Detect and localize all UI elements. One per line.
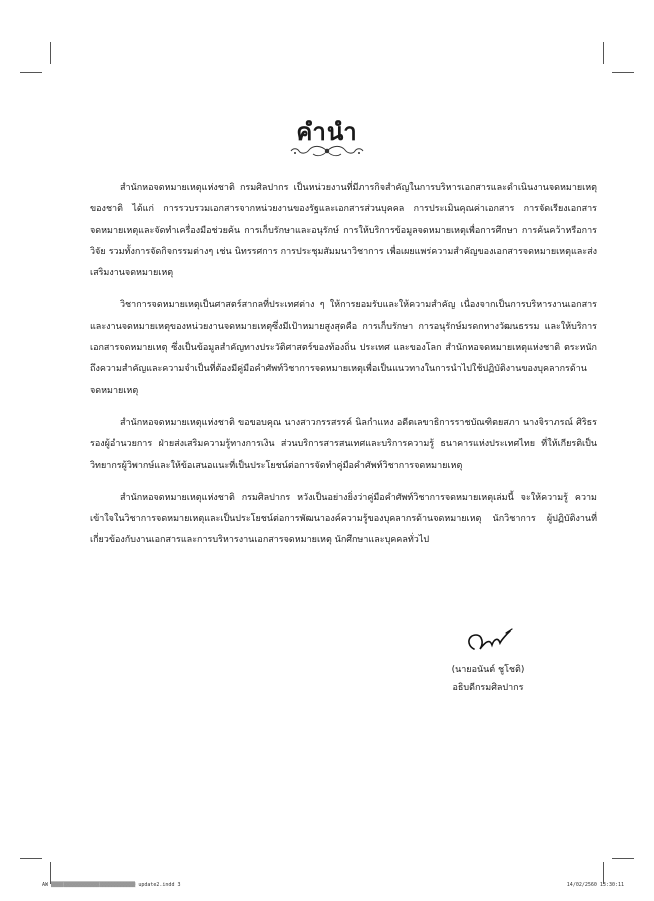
ornament-divider-icon (287, 143, 367, 159)
crop-mark (603, 862, 604, 884)
signatory-name: (นายอนันต์ ชูโชติ) (451, 665, 525, 675)
crop-mark (20, 72, 42, 73)
crop-mark (603, 42, 604, 64)
paragraph: สำนักหอจดหมายเหตุแห่งชาติ กรมศิลปากร หวังเป็นอย่างยิ่งว่าคู่มือคำศัพท์วิชาการจดหมายเหตุเล่มนี้ จะให้ความรู้ ความเข้าใจในวิชาการจดหมายเหตุและเป็นประโยชน์ต่อการพัฒนาองค์ความรู้ของบุคลากรด้านจดหมายเหตุ นักวิชาการ ผู้ปฏิบัติงานที่เกี่ยวข้องกับงานเอกสารและการบริหารงานเอกสารจดหมายเหตุ นักศึกษาและบุคคลทั่วไป (90, 492, 597, 546)
paragraph: สำนักหอจดหมายเหตุแห่งชาติ กรมศิลปากร เป็นหน่วยงานที่มีภารกิจสำคัญในการบริหารเอกสารและดำเนินงานจดหมายเหตุของชาติ ได้แก่ การรวบรวมเอกสารจากหน่วยงานของรัฐและเอกสารส่วนบุคคล การประเมินคุณค่าเอกสาร การจัดเรียงเอกสารจดหมายเหตุและจัดทำเครื่องมือช่วยค้น การเก็บรักษาและอนุรักษ์ การให้บริการข้อมูลจดหมายเหตุเพื่อการศึกษา การค้นคว้าหรือการวิจัย รวมทั้งการจัดกิจกรรมต่างๆ เช่น นิทรรศการ การประชุมสัมมนาวิชาการ เพื่อเผยแพร่ความสำคัญของเอกสารจดหมายเหตุและส่งเสริมงานจดหมายเหตุ (90, 183, 597, 279)
print-slug-timestamp: 14/02/2560 13:30:11 (566, 882, 624, 888)
paragraph: สำนักหอจดหมายเหตุแห่งชาติ ขอขอบคุณ นางสาวกรรสรรค์ นิลกำแหง อดีตเลขาธิการราชบัณฑิตยสภา นางจิราภรณ์ ศิริธร รองผู้อำนวยการ ฝ่ายส่งเสริมความรู้ทางการเงิน ส่วนบริการสารสนเทศและบริการความรู้ ธนาคารแห่งประเทศไทย ที่ให้เกียรติเป็นวิทยากรผู้วิพากษ์และให้ข้อเสนอแนะที่เป็นประโยชน์ต่อการจัดทำคู่มือคำศัพท์วิชาการจดหมายเหตุ (90, 417, 597, 471)
print-slug-filename: AW ▒▒▒▒▒▒▒▒▒▒▒▒▒▒▒▒▒▒▒▒▒▒▒▒▒▒▒▒ update2.indd 3 (42, 882, 181, 888)
handwritten-signature (462, 627, 522, 657)
paragraph: วิชาการจดหมายเหตุเป็นศาสตร์สากลที่ประเทศต่าง ๆ ให้การยอมรับและให้ความสำคัญ เนื่องจากเป็นการบริหารงานเอกสารและงานจดหมายเหตุของหน่วยงานจดหมายเหตุซึ่งมีเป้าหมายสูงสุดคือ การเก็บรักษา การอนุรักษ์มรดกทางวัฒนธรรม และให้บริการเอกสารจดหมายเหตุ ซึ่งเป็นข้อมูลสำคัญทางประวัติศาสตร์ของท้องถิ่น ประเทศ และของโลก สำนักหอจดหมายเหตุแห่งชาติ ตระหนักถึงความสำคัญและความจำเป็นที่ต้องมีคู่มือคำศัพท์วิชาการจดหมายเหตุเพื่อเป็นแนวทางในการนำไปใช้ปฏิบัติงานของบุคลากรด้านจดหมายเหตุ (90, 300, 597, 396)
page-title: คำนำ (296, 117, 358, 146)
signatory-title: อธิบดีกรมศิลปากร (452, 683, 524, 693)
foreword-body (90, 178, 597, 563)
crop-mark (20, 858, 42, 859)
crop-mark (50, 862, 51, 884)
crop-mark (612, 72, 634, 73)
crop-mark (50, 42, 51, 64)
crop-mark (612, 858, 634, 859)
